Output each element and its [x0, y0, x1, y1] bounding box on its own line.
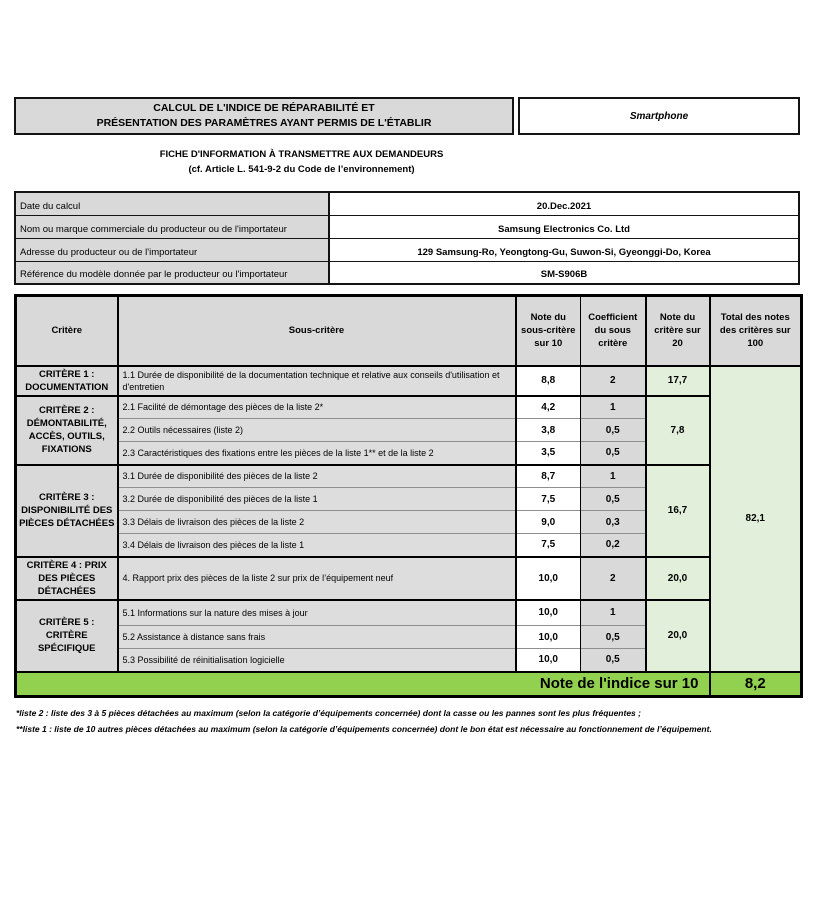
subcriterion-3-4-coeff: 0,2 — [581, 534, 646, 557]
header-total: Total des notes des critères sur 100 — [710, 296, 802, 366]
row-sub-2-1 — [16, 396, 802, 419]
header-note-critere: Note du critère sur 20 — [646, 296, 710, 366]
document-title-line-2: PRÉSENTATION DES PARAMÈTRES AYANT PERMIS DE L'ÉTABLIR — [96, 117, 432, 129]
footnotes — [16, 705, 800, 737]
subcriterion-5-2-coeff: 0,5 — [581, 626, 646, 649]
criterion-2-label: CRITÈRE 2 : DÉMONTABILITÉ, ACCÈS, OUTILS, FIXATIONS — [16, 396, 118, 465]
subcriterion-5-2-label: 5.2 Assistance à distance sans frais — [118, 626, 516, 649]
subcriterion-2-1-note10: 4,2 — [516, 396, 581, 419]
subcriterion-1-1-note10: 8,8 — [516, 366, 581, 396]
subcriterion-3-4-label: 3.4 Délais de livraison des pièces de la liste 1 — [118, 534, 516, 557]
document-subtitle — [14, 147, 589, 177]
subcriterion-3-3-label: 3.3 Délais de livraison des pièces de la liste 2 — [118, 511, 516, 534]
header-note-sous-critere: Note du sous-critère sur 10 — [516, 296, 581, 366]
subcriterion-4-note10: 10,0 — [516, 557, 581, 600]
info-row-brand — [15, 215, 799, 238]
subcriterion-2-1-label: 2.1 Facilité de démontage des pièces de la liste 2* — [118, 396, 516, 419]
subcriterion-3-2-label: 3.2 Durée de disponibilité des pièces de la liste 1 — [118, 488, 516, 511]
score-table-header-row — [16, 296, 802, 366]
subcriterion-5-3-coeff: 0,5 — [581, 649, 646, 672]
subcriterion-2-2-note10: 3,8 — [516, 419, 581, 442]
subcriterion-5-3-note10: 10,0 — [516, 649, 581, 672]
score-table — [14, 294, 803, 698]
row-sub-3-1 — [16, 465, 802, 488]
subcriterion-4-label: 4. Rapport prix des pièces de la liste 2 sur prix de l’équipement neuf — [118, 557, 516, 600]
header-sous-critere: Sous-critère — [118, 296, 516, 366]
criterion-4-label: CRITÈRE 4 : PRIX DES PIÈCES DÉTACHÉES — [16, 557, 118, 600]
info-label-model: Référence du modèle donnée par le producteur ou l'importateur — [15, 261, 329, 284]
subcriterion-5-1-note10: 10,0 — [516, 600, 581, 626]
final-index-label: Note de l'indice sur 10 — [16, 672, 710, 697]
footnote-liste-2: *liste 2 : liste des 3 à 5 pièces détachées au maximum (selon la catégorie d’équipements concernée) dont la casse ou les pannes sont les plus fréquentes ; — [16, 708, 641, 718]
subcriterion-3-2-note10: 7,5 — [516, 488, 581, 511]
criterion-1-label: CRITÈRE 1 : DOCUMENTATION — [16, 366, 118, 396]
info-row-address — [15, 238, 799, 261]
subcriterion-5-2-note10: 10,0 — [516, 626, 581, 649]
document-title-box — [14, 97, 514, 135]
product-category-box — [518, 97, 800, 135]
subcriterion-3-3-coeff: 0,3 — [581, 511, 646, 534]
subtitle-line-2: (cf. Article L. 541-9-2 du Code de l’environnement) — [188, 164, 415, 175]
info-label-address: Adresse du producteur ou de l'importateur — [15, 238, 329, 261]
criterion-2-note20: 7,8 — [646, 396, 710, 465]
manufacturer-info-table — [14, 191, 800, 285]
subcriterion-3-1-coeff: 1 — [581, 465, 646, 488]
info-label-date: Date du calcul — [15, 192, 329, 215]
info-label-brand: Nom ou marque commerciale du producteur ou de l'importateur — [15, 215, 329, 238]
criterion-1-note20: 17,7 — [646, 366, 710, 396]
subcriterion-3-2-coeff: 0,5 — [581, 488, 646, 511]
row-sub-1-1 — [16, 366, 802, 396]
repairability-index-sheet — [0, 97, 815, 912]
subcriterion-1-1-label: 1.1 Durée de disponibilité de la documentation technique et relative aux conseils d'utilisation et d'entretien — [118, 366, 516, 396]
subcriterion-3-1-note10: 8,7 — [516, 465, 581, 488]
row-sub-5-1 — [16, 600, 802, 626]
subcriterion-3-4-note10: 7,5 — [516, 534, 581, 557]
subcriterion-2-2-label: 2.2 Outils nécessaires (liste 2) — [118, 419, 516, 442]
subcriterion-2-2-coeff: 0,5 — [581, 419, 646, 442]
criterion-3-note20: 16,7 — [646, 465, 710, 557]
final-index-value: 8,2 — [710, 672, 802, 697]
row-sub-4 — [16, 557, 802, 600]
footnote-liste-1: **liste 1 : liste de 10 autres pièces détachées au maximum (selon la catégorie d’équipements concernée) dont le bon état est nécessaire au fonctionnement de l’équipement. — [16, 724, 712, 734]
info-value-model: SM-S906B — [329, 261, 799, 284]
document-title-line-1: CALCUL DE L'INDICE DE RÉPARABILITÉ ET — [153, 102, 375, 114]
header-coefficient: Coefficient du sous critère — [581, 296, 646, 366]
subcriterion-5-1-label: 5.1 Informations sur la nature des mises à jour — [118, 600, 516, 626]
subcriterion-2-3-label: 2.3 Caractéristiques des fixations entre les pièces de la liste 1** et de la liste 2 — [118, 442, 516, 465]
subcriterion-1-1-coeff: 2 — [581, 366, 646, 396]
document-header — [14, 97, 800, 135]
subcriterion-3-1-label: 3.1 Durée de disponibilité des pièces de la liste 2 — [118, 465, 516, 488]
subcriterion-2-3-note10: 3,5 — [516, 442, 581, 465]
info-value-date: 20.Dec.2021 — [329, 192, 799, 215]
subtitle-line-1: FICHE D'INFORMATION À TRANSMETTRE AUX DEMANDEURS — [159, 149, 444, 160]
info-value-address: 129 Samsung-Ro, Yeongtong-Gu, Suwon-Si, Gyeonggi-Do, Korea — [329, 238, 799, 261]
subcriterion-3-3-note10: 9,0 — [516, 511, 581, 534]
final-index-row — [16, 672, 802, 697]
subcriterion-5-1-coeff: 1 — [581, 600, 646, 626]
subcriterion-2-3-coeff: 0,5 — [581, 442, 646, 465]
criterion-3-label: CRITÈRE 3 : DISPONIBILITÉ DES PIÈCES DÉTACHÉES — [16, 465, 118, 557]
criterion-5-label: CRITÈRE 5 : CRITÈRE SPÉCIFIQUE — [16, 600, 118, 672]
subcriterion-5-3-label: 5.3 Possibilité de réinitialisation logicielle — [118, 649, 516, 672]
total-notes-sur-100: 82,1 — [710, 366, 802, 672]
info-row-date — [15, 192, 799, 215]
header-critere: Critère — [16, 296, 118, 366]
info-value-brand: Samsung Electronics Co. Ltd — [329, 215, 799, 238]
product-category-label: Smartphone — [629, 110, 689, 122]
criterion-4-note20: 20,0 — [646, 557, 710, 600]
info-row-model — [15, 261, 799, 284]
criterion-5-note20: 20,0 — [646, 600, 710, 672]
subcriterion-4-coeff: 2 — [581, 557, 646, 600]
subcriterion-2-1-coeff: 1 — [581, 396, 646, 419]
